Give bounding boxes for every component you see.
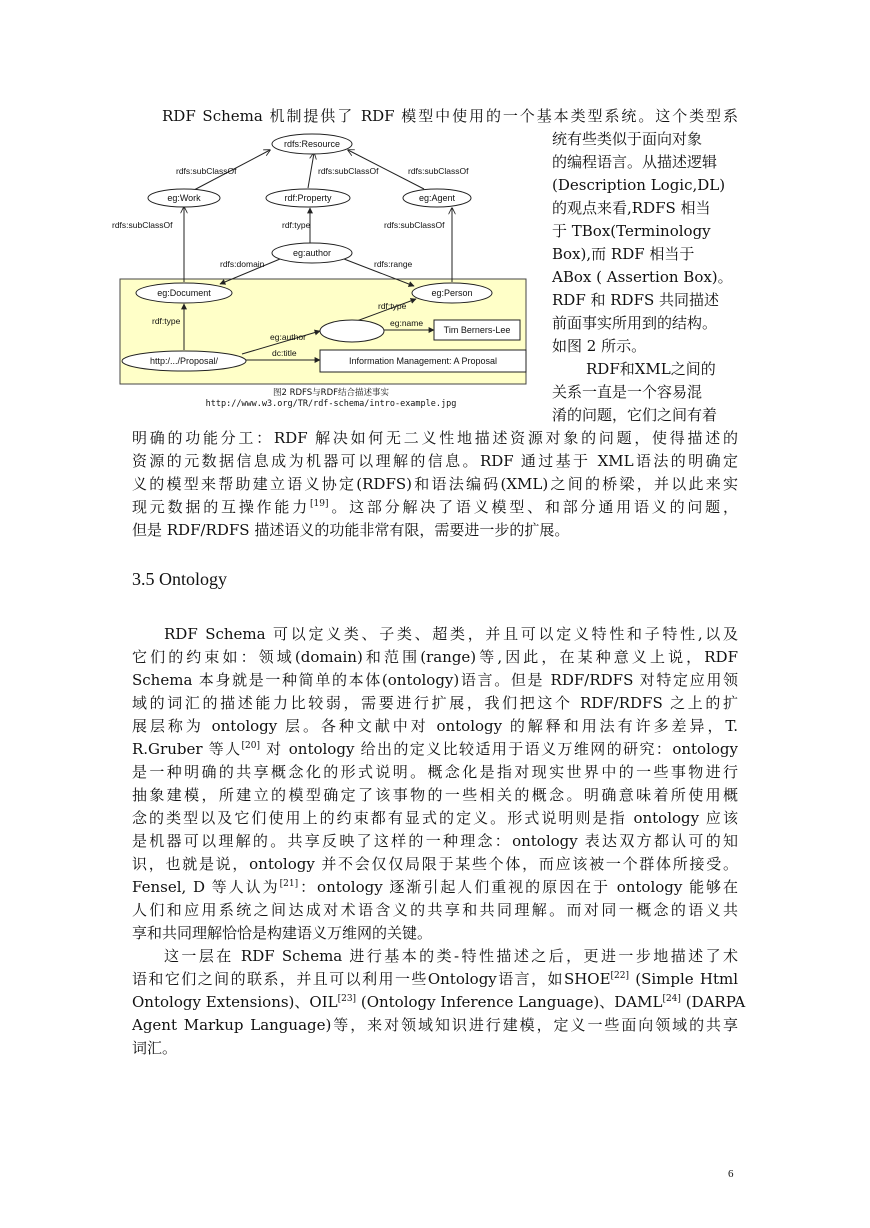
figure-caption bbox=[186, 388, 476, 410]
para1-side-3: (Description Logic,DL) bbox=[552, 176, 726, 194]
para1-side-2: 的编程语言。从描述逻辑 bbox=[552, 153, 718, 171]
label-subclass-3: rdfs:subClassOf bbox=[408, 166, 469, 176]
citation-20: [20] bbox=[241, 741, 260, 751]
para3-l6-pre: R.Gruber 等人 bbox=[132, 740, 242, 758]
section-heading: 3.5 Ontology bbox=[132, 569, 228, 589]
label-agent: eg:Agent bbox=[418, 193, 456, 203]
label-dc-title: dc:title bbox=[272, 348, 297, 358]
para2-side-2: 关系一直是一个容易混 bbox=[552, 383, 703, 401]
citation-21: [21] bbox=[279, 879, 299, 889]
para3-line-3: Schema 本身就是一种简单的本体(ontology)语言。但是 RDF/RDFS 对特定应用领 bbox=[132, 671, 738, 689]
rdf-schema-figure bbox=[112, 128, 544, 414]
page-number: 6 bbox=[728, 1168, 734, 1180]
para1-side-8: RDF 和 RDFS 共同描述 bbox=[552, 291, 720, 309]
para3-line-11: 识，也就是说，ontology 并不会仅仅局限于某些个体，而应该被一个群体所接受。 bbox=[132, 855, 738, 873]
para3-line-12 bbox=[132, 877, 738, 897]
figure-caption-title: 图2 RDFS与RDF结合描述事实 bbox=[272, 388, 390, 398]
label-type-3: rdf:type bbox=[152, 316, 181, 326]
label-property: rdf:Property bbox=[284, 193, 332, 203]
label-eg-name: eg:name bbox=[390, 318, 424, 328]
edge-property-resource bbox=[308, 153, 314, 188]
label-resource: rdfs:Resource bbox=[283, 139, 341, 149]
para3-line-5: 展层称为 ontology 层。各种文献中对 ontology 的解释和用法有许多差异，T. bbox=[132, 717, 738, 735]
label-domain: rdfs:domain bbox=[220, 259, 265, 269]
para4-l3-post: (Ontology Inference Language)、DAML bbox=[356, 993, 663, 1011]
label-name-value: Tim Berners-Lee bbox=[443, 325, 511, 335]
figure-caption-url: http://www.w3.org/TR/rdf-schema/intro-example.jpg bbox=[205, 399, 457, 409]
para1-side-6: Box),而 RDF 相当于 bbox=[552, 245, 695, 263]
label-subclass-5: rdfs:subClassOf bbox=[384, 220, 445, 230]
label-subclass-1: rdfs:subClassOf bbox=[176, 166, 237, 176]
para3-line-6 bbox=[132, 739, 738, 759]
para3-l6-post: 对 ontology 给出的定义比较适用于语义万维网的研究：ontology bbox=[260, 740, 738, 758]
para2-line-2: 资源的元数据信息成为机器可以理解的信息。RDF 通过基于 XML语法的明确定 bbox=[132, 452, 738, 470]
para3-line-14: 享和共同理解恰恰是构建语义万维网的关键。 bbox=[132, 924, 433, 942]
citation-23: [23] bbox=[337, 994, 357, 1004]
para3-line-7: 是一种明确的共享概念化的形式说明。概念化是指对现实世界中的一些事物进行 bbox=[132, 763, 738, 781]
label-eg-author: eg:author bbox=[270, 332, 306, 342]
para4-l2-post: (Simple Html bbox=[629, 970, 738, 988]
para4-l3-post2: (DARPA bbox=[680, 993, 746, 1011]
para1-line-1: RDF Schema 机制提供了 RDF 模型中使用的一个基本类型系统。这个类型系 bbox=[162, 107, 738, 125]
label-type-1: rdf:type bbox=[282, 220, 311, 230]
label-subclass-4: rdfs:subClassOf bbox=[112, 220, 173, 230]
citation-24: [24] bbox=[662, 994, 681, 1004]
label-proposal: http:/.../Proposal/ bbox=[149, 356, 219, 366]
para3-line-8: 抽象建模，所建立的模型确定了该事物的一些相关的概念。明确意味着所使用概 bbox=[132, 786, 738, 804]
para2-side-3: 淆的问题，它们之间有着 bbox=[552, 406, 718, 424]
label-range: rdfs:range bbox=[374, 259, 413, 269]
label-type-2: rdf:type bbox=[378, 301, 407, 311]
para3-line-1: RDF Schema 可以定义类、子类、超类，并且可以定义特性和子特性,以及 bbox=[164, 625, 738, 643]
para4-l2-pre: 语和它们之间的联系，并且可以利用一些Ontology语言，如SHOE bbox=[132, 970, 611, 988]
para3-l12-post: ：ontology 逐渐引起人们重视的原因在于 ontology 能够在 bbox=[298, 878, 739, 896]
citation-22: [22] bbox=[610, 971, 630, 981]
para1-side-7: ABox ( Assertion Box)。 bbox=[552, 268, 733, 286]
label-subclass-2: rdfs:subClassOf bbox=[318, 166, 379, 176]
para2-line-3: 义的模型来帮助建立语义协定(RDFS)和语法编码(XML)之间的桥梁，并以此来实 bbox=[132, 475, 738, 493]
para2-side-1: RDF和XML之间的 bbox=[586, 360, 716, 378]
label-work: eg:Work bbox=[167, 193, 201, 203]
para2-l4-post: 。这部分解决了语义模型、和部分通用语义的问题， bbox=[328, 498, 738, 516]
label-person: eg:Person bbox=[431, 288, 473, 298]
para2-l4-pre: 现元数据的互操作能力 bbox=[132, 498, 311, 516]
para2-line-1: 明确的功能分工：RDF 解决如何无二义性地描述资源对象的问题，使得描述的 bbox=[132, 429, 738, 447]
para2-line-5: 但是 RDF/RDFS 描述语义的功能非常有限，需要进一步的扩展。 bbox=[132, 521, 570, 539]
para3-line-13: 人们和应用系统之间达成对术语含义的共享和共同理解。而对同一概念的语义共 bbox=[132, 901, 738, 919]
para1-side-5: 于 TBox(Terminology bbox=[552, 222, 711, 240]
para1-side-4: 的观点来看,RDFS 相当 bbox=[552, 199, 711, 217]
citation-19: [19] bbox=[310, 499, 329, 509]
para4-line-5: 词汇。 bbox=[132, 1039, 178, 1057]
para4-line-3 bbox=[132, 992, 746, 1012]
para1-side-10: 如图 2 所示。 bbox=[552, 337, 647, 355]
label-document: eg:Document bbox=[157, 288, 211, 298]
para1-side-9: 前面事实所用到的结构。 bbox=[552, 314, 718, 332]
para3-line-4: 域的词汇的描述能力比较弱，需要进行扩展，我们把这个 RDF/RDFS 之上的扩 bbox=[132, 694, 738, 712]
para2-line-4 bbox=[132, 497, 738, 517]
label-author: eg:author bbox=[292, 248, 332, 258]
para4-line-1: 这一层在 RDF Schema 进行基本的类-特性描述之后，更进一步地描述了术 bbox=[164, 947, 738, 965]
para1-side-1: 统有些类似于面向对象 bbox=[552, 130, 703, 148]
para4-line-2 bbox=[132, 969, 738, 989]
para3-line-9: 念的类型以及它们使用上的约束都有显式的定义。形式说明则是指 ontology 应该 bbox=[132, 809, 738, 827]
para3-l12-pre: Fensel, D 等人认为 bbox=[132, 878, 280, 896]
para3-line-10: 是机器可以理解的。共享反映了这样的一种理念：ontology 表达双方都认可的知 bbox=[132, 832, 738, 850]
para3-line-2: 它们的约束如：领域(domain)和范围(range)等,因此，在某种意义上说，RDF bbox=[132, 648, 738, 666]
para4-line-4: Agent Markup Language)等，来对领域知识进行建模，定义一些面向领域的共享 bbox=[132, 1016, 738, 1034]
node-blank bbox=[320, 320, 384, 342]
para4-l3-pre: Ontology Extensions)、OIL bbox=[132, 993, 338, 1011]
label-title-value: Information Management: A Proposal bbox=[348, 356, 498, 366]
